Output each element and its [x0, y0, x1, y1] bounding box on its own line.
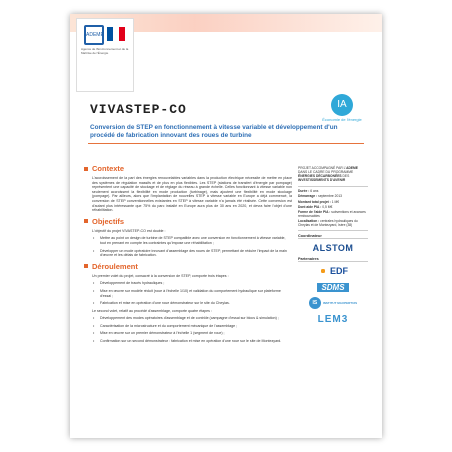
header-band [70, 14, 382, 90]
bullet-square-icon [84, 264, 88, 268]
section-deroulement [92, 262, 292, 344]
logo-panel [76, 18, 134, 92]
alstom-logo: ALSTOM [312, 243, 354, 254]
list-item: • Fabrication et mise en opération d'une roue démonstrateur sur le site du Cheylas. [92, 301, 292, 306]
info-row: Démarrage : septembre 2013 [298, 194, 342, 199]
edf-sun-icon [318, 266, 328, 276]
list-item: • Développement de tracés hydrauliques ; [92, 281, 292, 286]
info-row: Forme de l'aide PIA : subventions et avances remboursables [298, 209, 366, 218]
institut-icon: IS [309, 297, 321, 309]
sidebar-intro: PROJET ACCOMPAGNÉ PAR L'ADEME DANS LE CADRE DU PROGRAMME ÉNERGIES DÉCARBONÉES DES INVESTISSEMENTS D'AVENIR [298, 166, 358, 183]
info-row: Localisation : centrales hydrauliques du Cheylas et de Montezyard, Isère (38) [298, 218, 358, 228]
investissements-avenir-label: Économie de l'énergie [322, 117, 362, 122]
main-column [92, 164, 292, 347]
list-item: • Développer un mode opératoire innovant d'assemblage des roues de STEP, permettant de réduire l'impact de la main d'œuvre et les délais de fabrication. [92, 249, 292, 258]
institut-maupertuis-logo: IS INSTITUT MAUPERTUIS [298, 296, 368, 310]
republique-francaise-logo-icon [107, 27, 125, 41]
paragraph: L'accroissement de la part des énergies renouvelables variables dans la production électrique nécessite de mettre en place des systèmes de régulation massifs et de plus en plus flexibles. Les STEP (stations de transfert d'énergie par pompage) représentent une capacité de stockage et de réglage du réseau à grande échelle. Celles fonctionnant à vitesse variable non seulement accroissent la flexibilité en mode production (turbinage), mais ajoutent une flexibilité en mode stockage (pompage). Par ailleurs, alors que l'implantation de nouvelles STEP à vitesse variable en Europe a déjà commencé, la conversion de STEP conventionnelles existantes en STEP à vitesse variable n'a jamais été réalisée. Cette conversion est d'autant plus intéressante que 75% du parc installé en Europe aura plus de 30 ans en 2020, et devra faire l'objet d'une réhabilitation. [92, 176, 292, 213]
section-objectifs [92, 217, 292, 258]
section-heading: Objectifs [84, 217, 292, 226]
list-item: • Caractérisation de la microstructure et du comportement mécanique de l'assemblage ; [92, 324, 292, 329]
list-item: • Mise en œuvre sur modèle réduit (roue à l'échelle 1/10) et validation du comportement hydraulique sur plateforme d'essai ; [92, 289, 292, 298]
edf-logo: EDF [298, 264, 368, 278]
divider [88, 143, 364, 144]
paragraph: Un premier volet du projet, consacré à la conversion de STEP, comporte trois étapes : [92, 273, 229, 278]
list-item: • Confirmation sur un second démonstrateur : fabrication et mise en opération d'une roue sur le site de Montezyard. [92, 339, 292, 344]
info-row: Dont aide PIA : 0,5 M€ [298, 204, 333, 209]
logo-caption: Agence de l'Environnement et de la Maîtrise de l'Énergie [81, 47, 129, 55]
page-subtitle: Conversion de STEP en fonctionnement à vitesse variable et développement d'un procédé de fabrication innovant des roues de turbine [90, 124, 338, 139]
investissements-avenir-logo [322, 94, 362, 122]
list-item: • Développement des modes opératoires d'assemblage et de contrôle (campagne d'essai sur blocs & simulation) ; [92, 316, 292, 321]
bullet-square-icon [84, 167, 88, 171]
document-page [70, 14, 382, 438]
paragraph: L'objectif du projet VIVASTEP-CO est double : [92, 228, 166, 233]
section-heading: Contexte [84, 164, 292, 173]
ademe-logo-icon: ADEME [84, 25, 104, 45]
investissements-avenir-icon: IA [331, 94, 353, 116]
bullet-square-icon [84, 219, 88, 223]
paragraph: Le second volet, relatif au procédé d'assemblage, comporte quatre étapes : [92, 308, 212, 313]
lem3-logo: LEM3 [317, 313, 349, 325]
sdms-logo: SDMS [298, 280, 368, 294]
coordinator-heading: Coordinateur [298, 234, 368, 239]
sidebar [298, 166, 368, 328]
list-item: • Mettre au point un design de turbine de STEP compatible avec une conversion en fonctionnement à vitesse variable, tout en prenant en compte les contraintes qu'impose une réhabilitation ; [92, 236, 292, 245]
project-info [298, 186, 368, 231]
list-item: • Mise en œuvre sur un premier démonstrateur à l'échelle 1 (segment de roue) ; [92, 331, 292, 336]
info-row: Montant total projet : 1 M€ [298, 199, 340, 204]
page-title: VIVASTEP-CO [90, 102, 187, 117]
section-contexte [92, 164, 292, 213]
partners-heading: Partenaires [298, 257, 368, 262]
info-row: Durée : 6 ans [298, 189, 319, 194]
section-heading: Déroulement [84, 262, 292, 271]
